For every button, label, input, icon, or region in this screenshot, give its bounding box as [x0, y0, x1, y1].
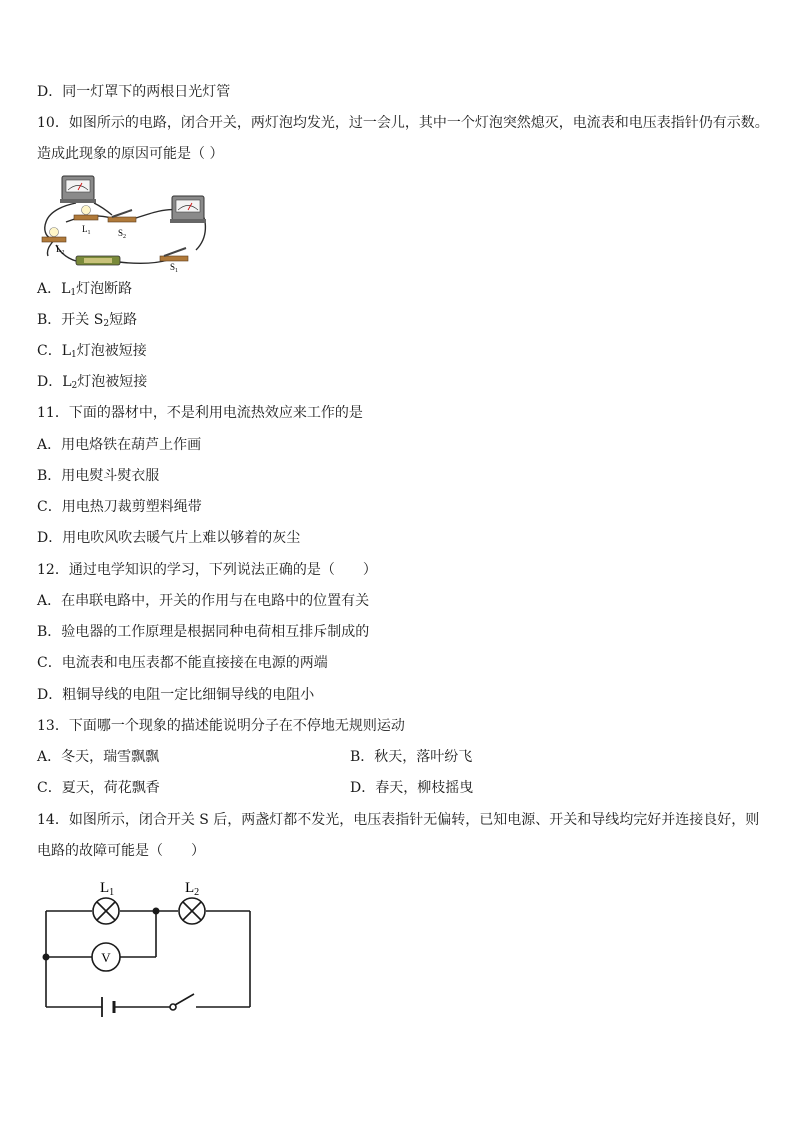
q14-voltmeter-label: V	[101, 950, 111, 965]
q10-option-a: A．$L_1$灯泡断路	[37, 281, 133, 298]
q13-option-c: C．夏天，荷花飘香	[37, 780, 160, 796]
q10-label-s1: $S_1$	[170, 262, 179, 274]
q11-option-d: D．用电吹风吹去暖气片上难以够着的灰尘	[37, 530, 301, 546]
q10-stem-line2: 造成此现象的原因可能是（ ）	[37, 146, 224, 162]
q13-stem: 13．下面哪一个现象的描述能说明分子在不停地无规则运动	[37, 718, 405, 734]
q13-options-row1	[37, 748, 473, 766]
q10-label-s2: $S_2$	[118, 228, 127, 240]
q13-options-row2	[37, 779, 474, 797]
q11-option-c: C．用电热刀裁剪塑料绳带	[37, 499, 202, 515]
q12-option-d: D．粗铜导线的电阻一定比细铜导线的电阻小	[37, 687, 315, 703]
q12-option-c: C．电流表和电压表都不能直接接在电源的两端	[37, 655, 328, 671]
q12-option-b: B．验电器的工作原理是根据同种电荷相互排斥制成的	[37, 624, 370, 640]
q10-option-d: D．$L_2$灯泡被短接	[37, 374, 148, 391]
q11-option-b: B．用电熨斗熨衣服	[37, 468, 160, 484]
q13-option-b: B．秋天，落叶纷飞	[350, 749, 473, 765]
q14-stem-line2: 电路的故障可能是（ ）	[37, 843, 205, 859]
q10-label-l2: $L_2$	[56, 244, 65, 256]
q14-stem-line1: 14．如图所示，闭合开关 S 后，两盏灯都不发光，电压表指针无偏转，已知电源、开关和导线均完好并连接良好，则	[37, 812, 760, 828]
q11-option-a: A．用电烙铁在葫芦上作画	[37, 437, 202, 453]
q11-stem: 11．下面的器材中，不是利用电流热效应来工作的是	[37, 405, 363, 421]
q13-option-d: D．春天，柳枝摇曳	[350, 780, 474, 796]
q10-label-l1: $L_1$	[82, 224, 91, 236]
q10-stem-line1: 10．如图所示的电路，闭合开关，两灯泡均发光，过一会儿，其中一个灯泡突然熄灭，电流表和电压表指针仍有示数。	[37, 115, 769, 131]
q14-label-l1: $L_1$	[100, 880, 115, 898]
q12-stem: 12．通过电学知识的学习，下列说法正确的是（ ）	[37, 562, 377, 578]
q14-label-l2: $L_2$	[185, 880, 200, 898]
q10-circuit-photo	[36, 170, 216, 275]
q13-option-a: A．冬天，瑞雪飘飘	[37, 749, 160, 765]
q10-option-b: B．开关 $S_2$短路	[37, 312, 138, 329]
q10-option-c: C．$L_1$灯泡被短接	[37, 343, 147, 360]
q14-circuit-diagram	[36, 872, 260, 1022]
q9-option-d: D．同一灯罩下的两根日光灯管	[37, 84, 231, 100]
q12-option-a: A．在串联电路中，开关的作用与在电路中的位置有关	[37, 593, 370, 609]
